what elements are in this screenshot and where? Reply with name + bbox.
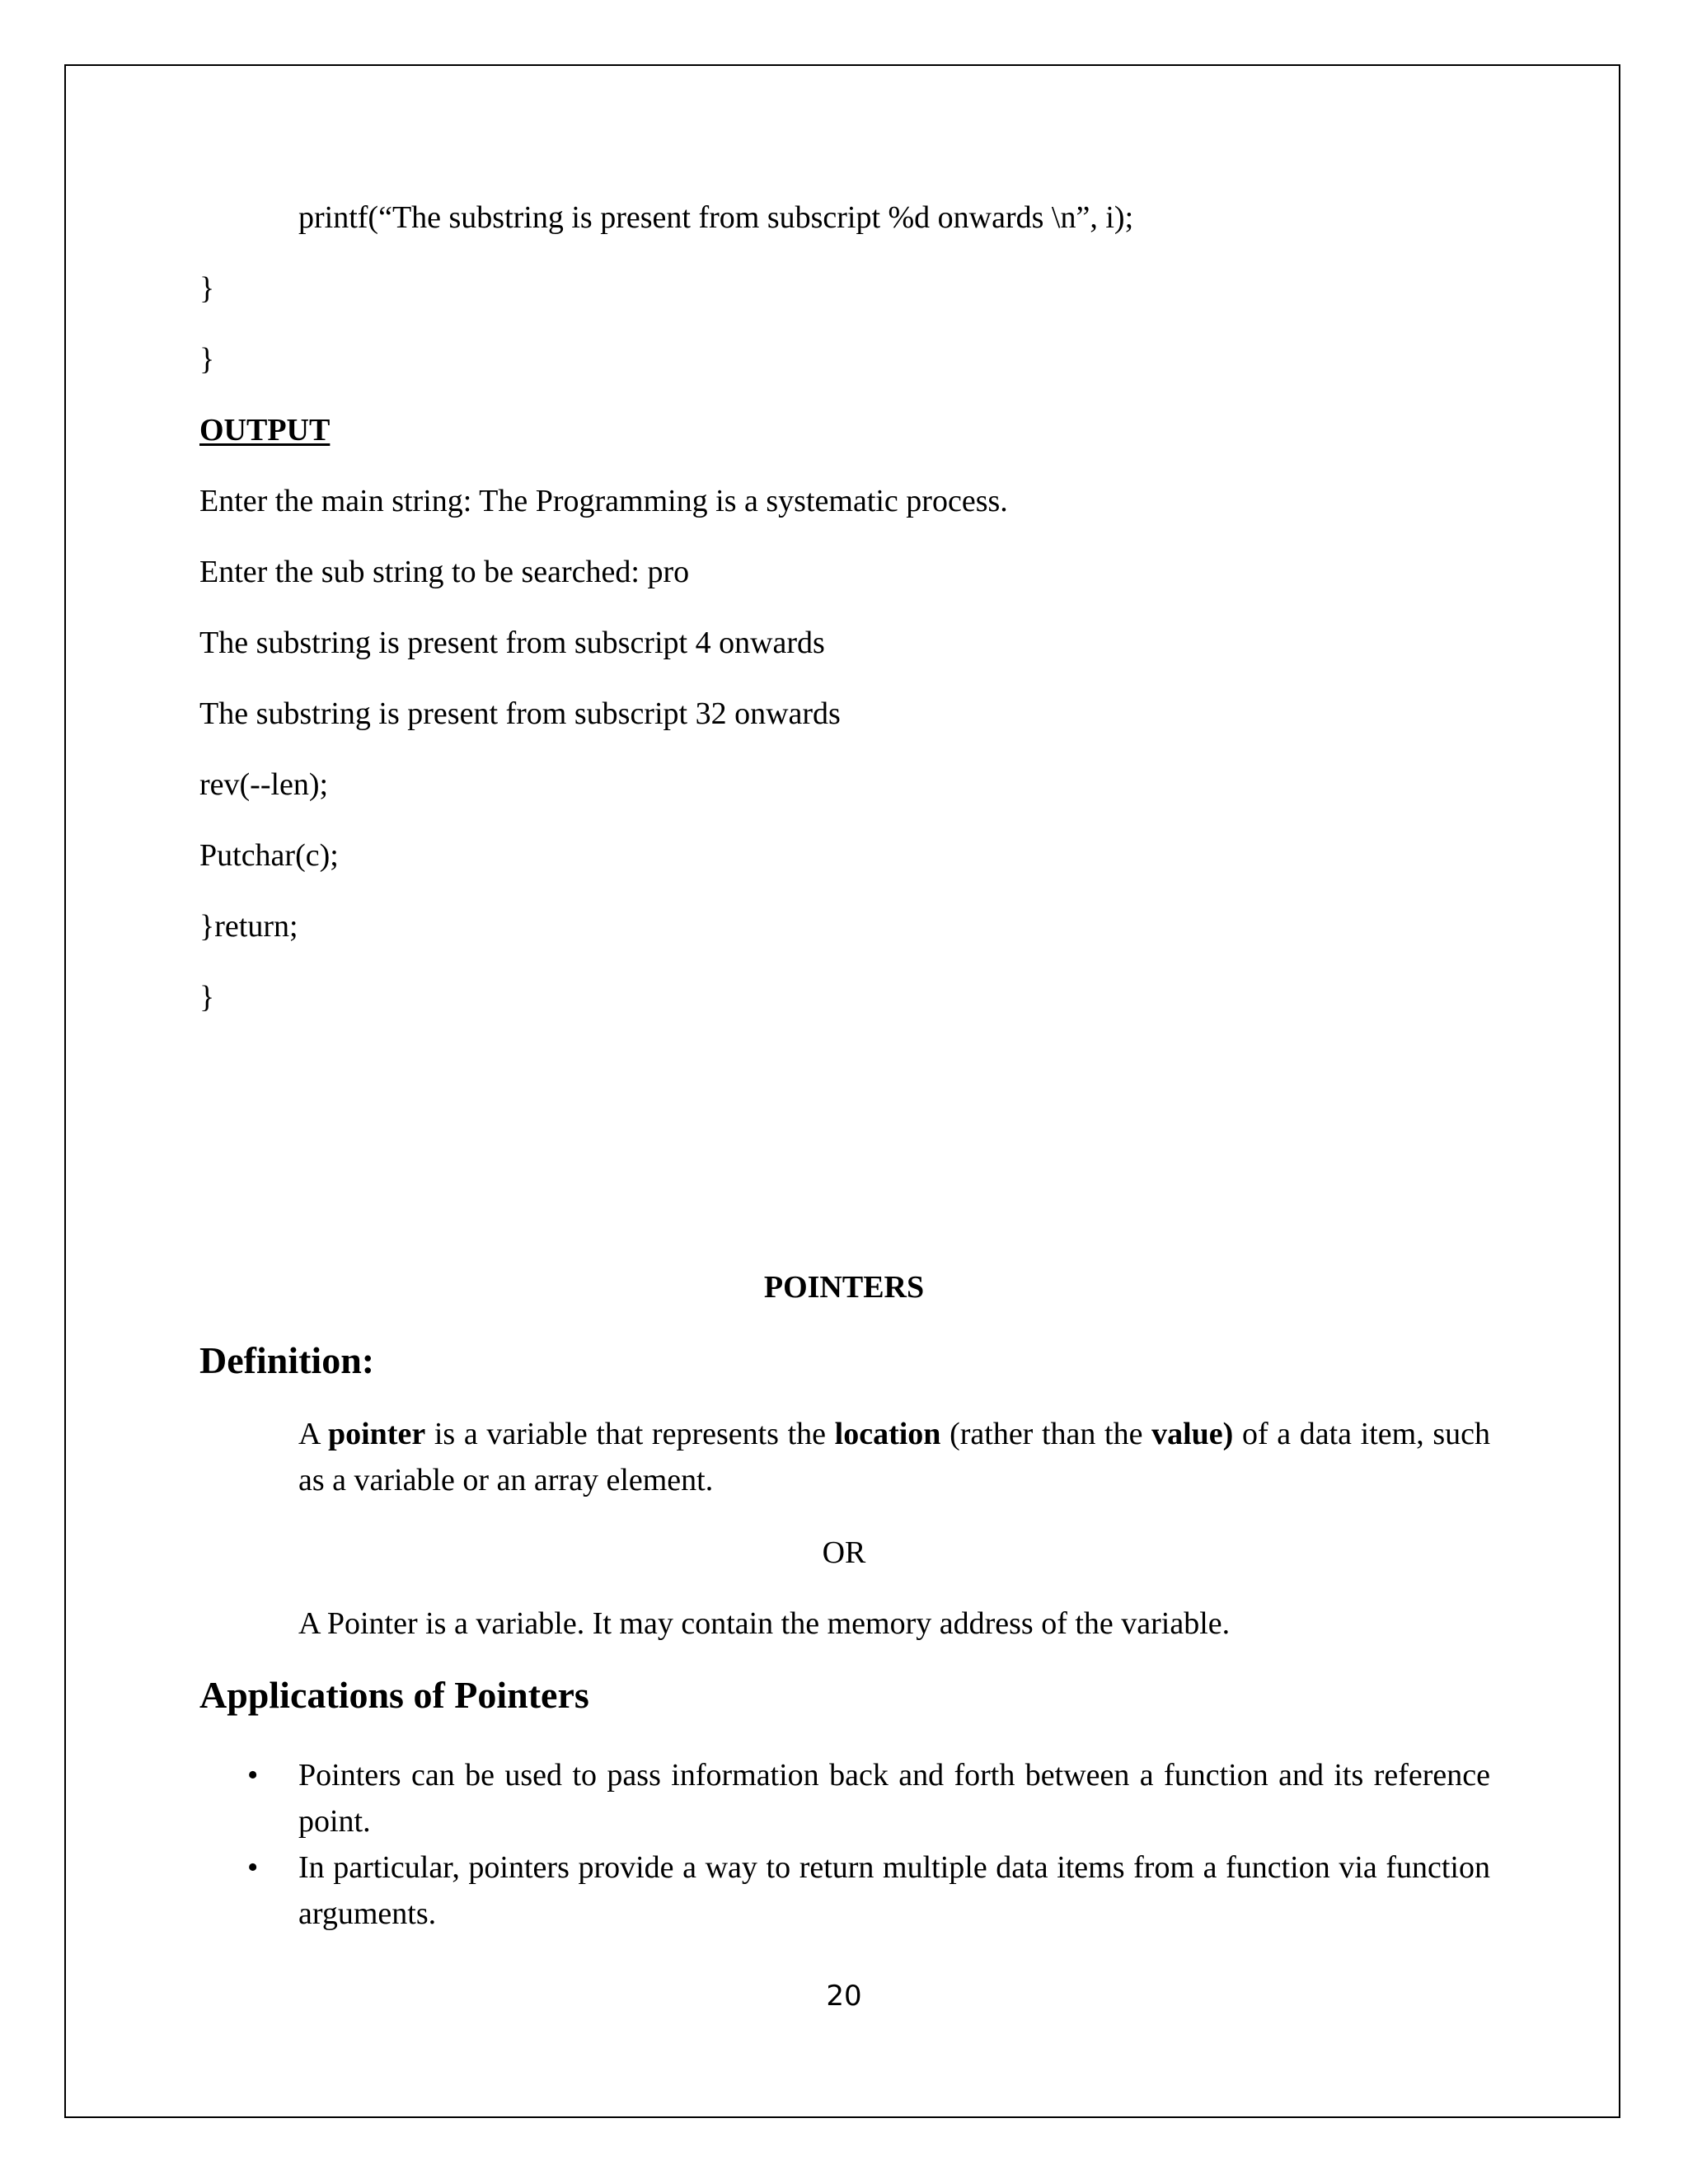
code-closing-brace: } [199, 342, 215, 377]
output-line: } [199, 980, 215, 1015]
output-line: rev(--len); [199, 767, 329, 802]
output-line: }return; [199, 909, 298, 944]
bullet-icon: • [247, 1758, 259, 1793]
definition-alternative: A Pointer is a variable. It may contain the memory address of the variable. [298, 1606, 1231, 1641]
output-heading: OUTPUT [199, 413, 331, 448]
list-item [239, 1752, 1490, 1844]
term-value: value) [1151, 1417, 1234, 1451]
applications-list [239, 1752, 1490, 1937]
code-printf-line: printf(“The substring is present from subscript %d onwards \n”, i); [298, 200, 1134, 235]
term-location: location [834, 1417, 941, 1451]
output-line: Enter the main string: The Programming is a systematic process. [199, 484, 1008, 518]
definition-paragraph [298, 1411, 1490, 1503]
definition-text: A [298, 1417, 328, 1451]
definition-text: of a data item, such as a variable or an array element. [298, 1417, 1490, 1497]
or-separator: OR [822, 1535, 866, 1570]
list-item-text: Pointers can be used to pass information back and forth between a function and its reference point. [298, 1758, 1490, 1839]
output-line: Putchar(c); [199, 838, 339, 873]
definition-heading: Definition: [199, 1339, 375, 1381]
applications-heading: Applications of Pointers [199, 1674, 589, 1716]
list-item-text: In particular, pointers provide a way to return multiple data items from a function via function arguments. [298, 1850, 1490, 1931]
term-pointer: pointer [327, 1417, 426, 1451]
bullet-icon: • [247, 1850, 259, 1885]
page-number: 20 [826, 1980, 862, 2013]
output-line: The substring is present from subscript 4 onwards [199, 626, 825, 660]
output-line: Enter the sub string to be searched: pro [199, 555, 690, 589]
code-closing-brace: } [199, 271, 215, 306]
definition-text: is a variable that represents the [425, 1417, 835, 1451]
definition-text: (rather than the [940, 1417, 1152, 1451]
list-item [239, 1844, 1490, 1937]
output-line: The substring is present from subscript 32 onwards [199, 696, 841, 731]
section-title: POINTERS [763, 1270, 925, 1305]
